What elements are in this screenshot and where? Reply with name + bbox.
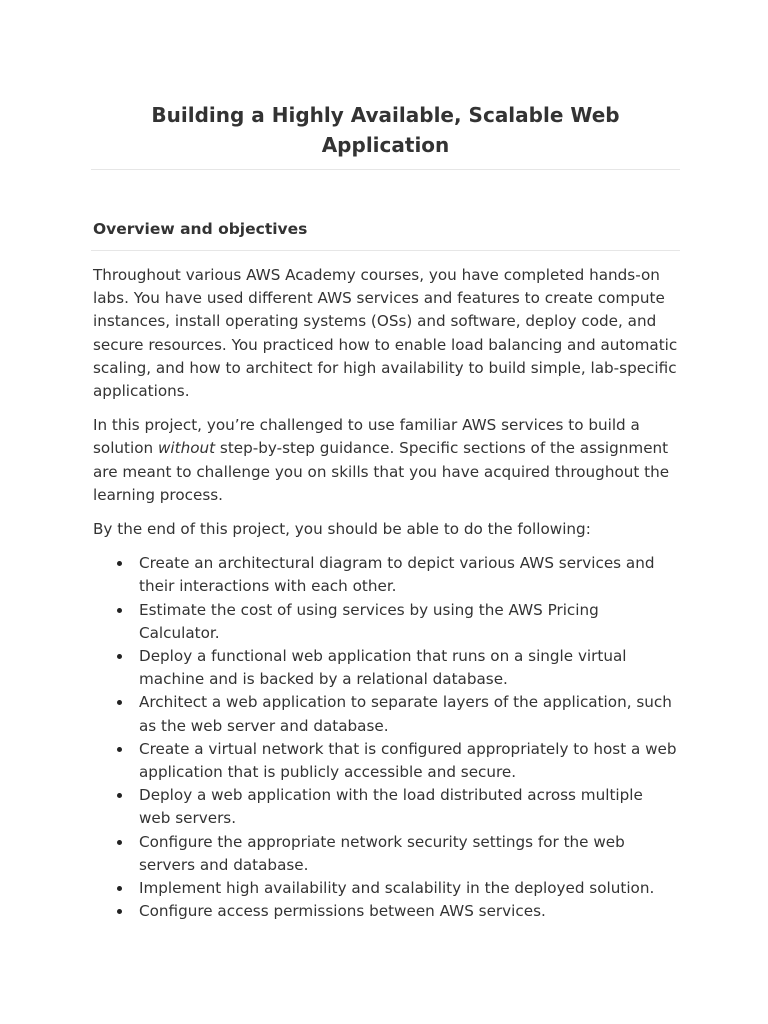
objective-item: Configure the appropriate network security settings for the web servers and database.: [139, 831, 678, 877]
objective-item: Create an architectural diagram to depict various AWS services and their interactions with each other.: [139, 552, 678, 598]
objectives-list: [93, 552, 678, 923]
paragraph-challenge-suffix: step-by-step guidance. Specific sections of the assignment are meant to challenge you on skills that you have acquired throughout the learning process.: [93, 439, 670, 504]
paragraph-challenge-emphasis: without: [157, 439, 216, 458]
paragraph-challenge-prefix: In this project, you’re challenged to use familiar AWS services to build a solution: [93, 416, 640, 458]
objective-item: Create a virtual network that is configured appropriately to host a web application that is publicly accessible and secure.: [139, 738, 678, 784]
objective-item: Deploy a web application with the load distributed across multiple web servers.: [139, 784, 678, 830]
objective-item: Architect a web application to separate layers of the application, such as the web server and database.: [139, 691, 678, 737]
page-title: Building a Highly Available, Scalable Web Application: [91, 100, 680, 170]
document-page: [93, 100, 678, 923]
paragraph-objectives-intro: By the end of this project, you should be able to do the following:: [93, 520, 591, 539]
objective-item: Configure access permissions between AWS services.: [139, 900, 678, 923]
objective-item: Deploy a functional web application that runs on a single virtual machine and is backed by a relational database.: [139, 645, 678, 691]
objective-item: Estimate the cost of using services by using the AWS Pricing Calculator.: [139, 599, 678, 645]
paragraph-challenge: [93, 414, 678, 507]
paragraph-intro: Throughout various AWS Academy courses, you have completed hands-on labs. You have used different AWS services and features to create compute instances, install operating systems (OSs) and software, deploy code, and secure resources. You practiced how to enable load balancing and automatic scaling, and how to architect for high availability to build simple, lab-specific applications.: [93, 266, 678, 401]
section-heading-overview: Overview and objectives: [91, 217, 680, 251]
objective-item: Implement high availability and scalability in the deployed solution.: [139, 877, 678, 900]
